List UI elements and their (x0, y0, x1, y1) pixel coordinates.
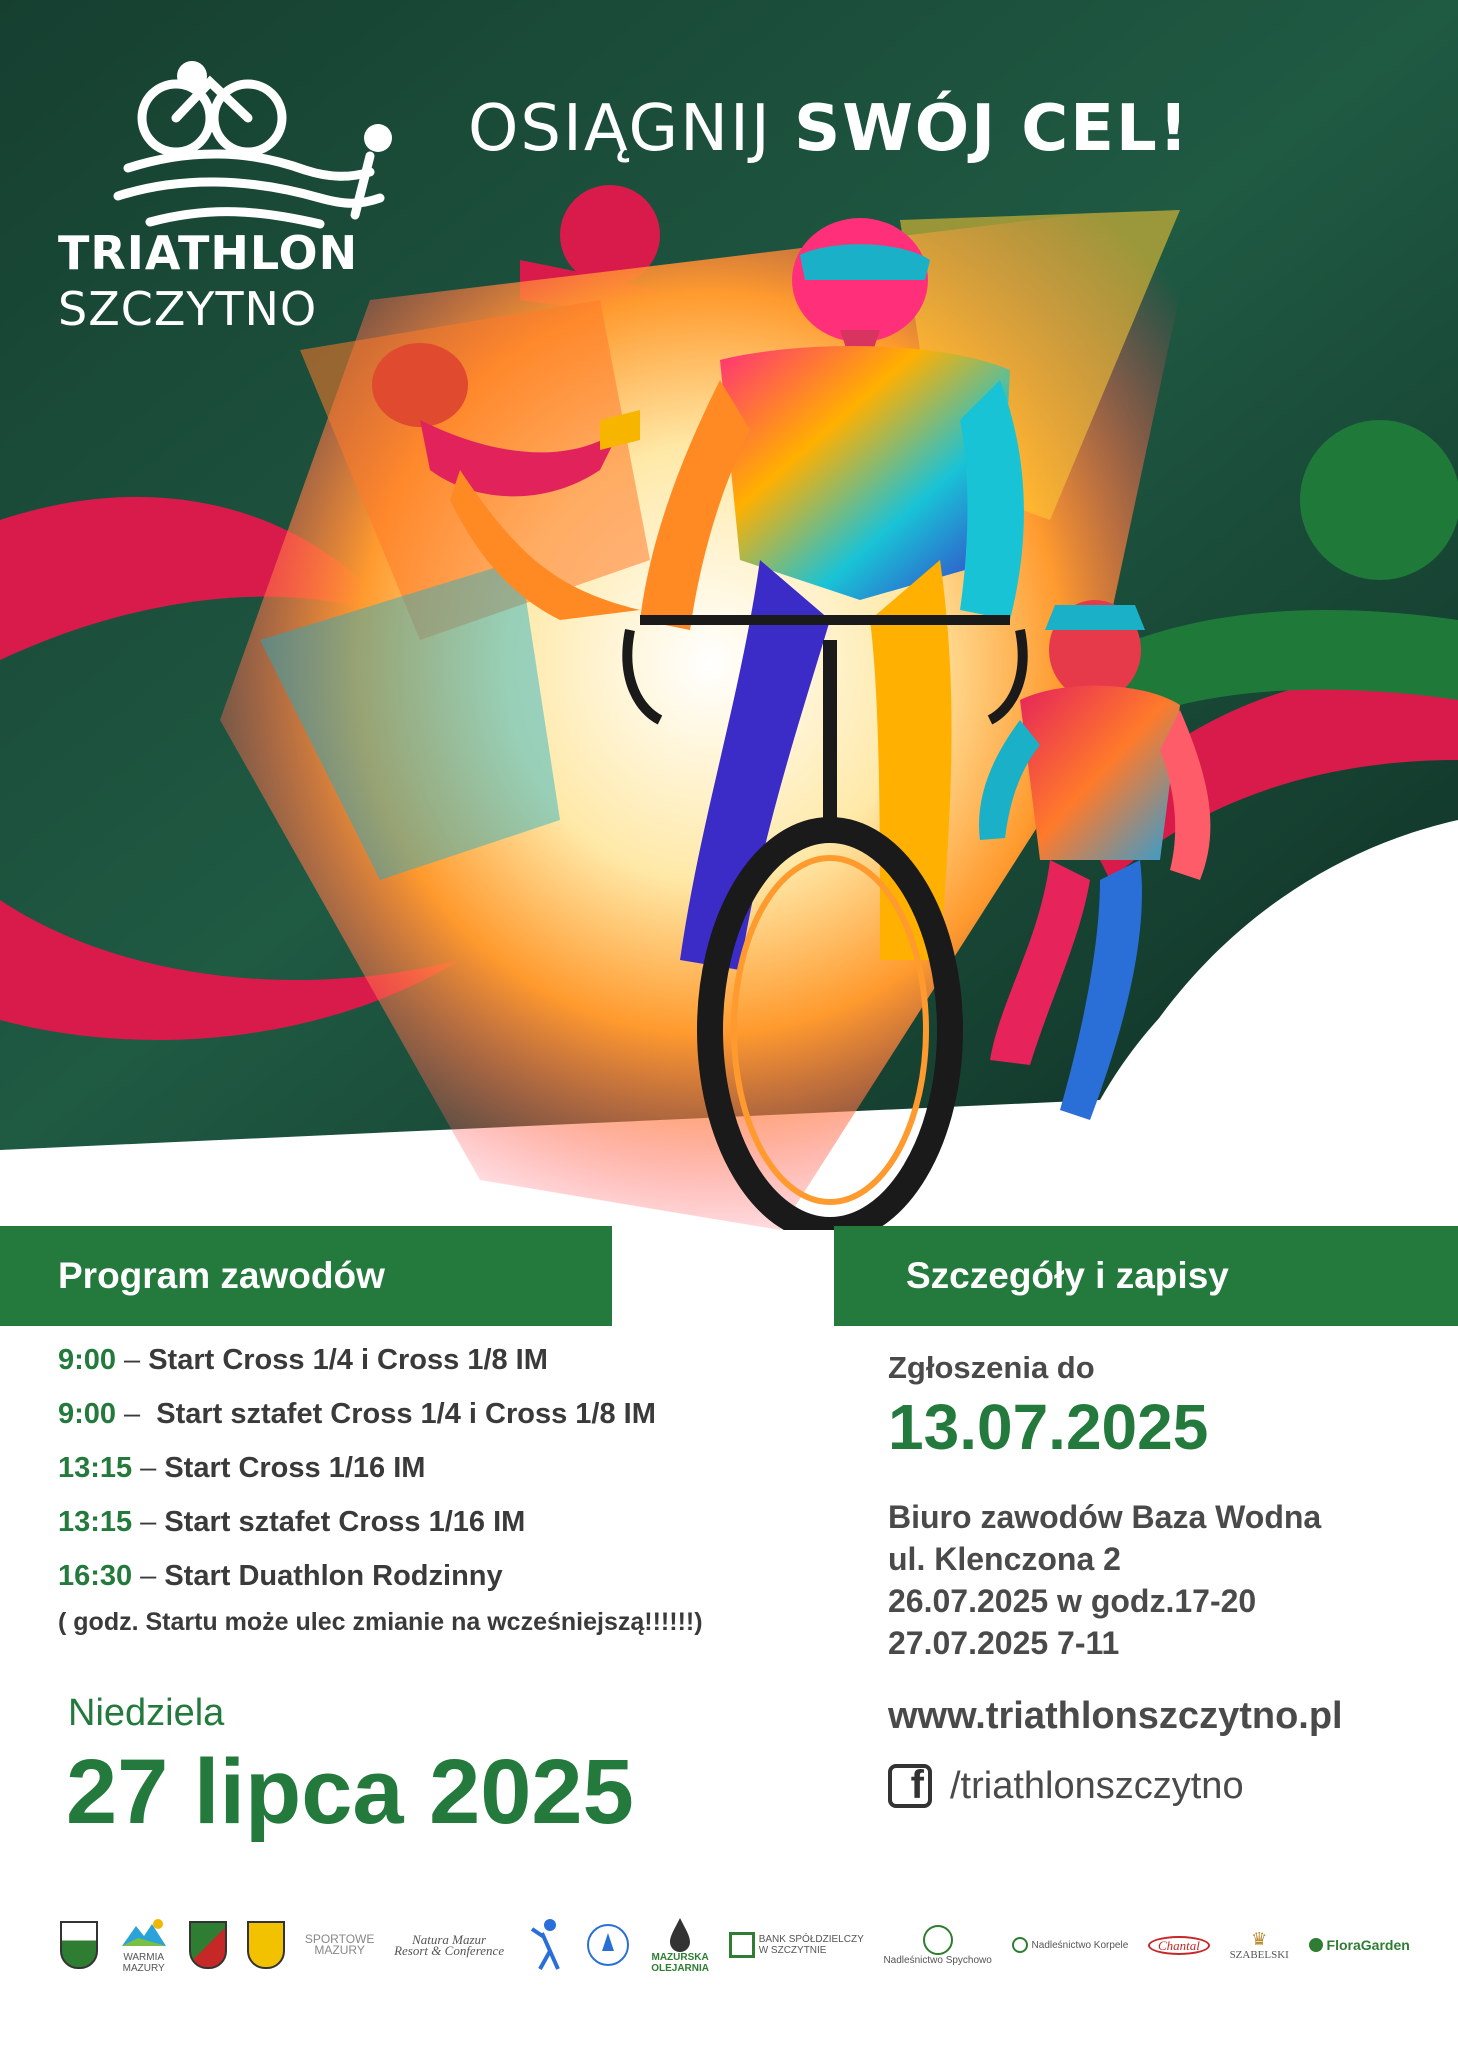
website-link[interactable]: www.triathlonszczytno.pl (888, 1695, 1343, 1737)
sponsor-label: Natura Mazur Resort & Conference (394, 1932, 505, 1958)
crest-icon (189, 1921, 227, 1969)
sponsor-logo (1309, 1905, 1410, 1985)
program-time: 13:15 (58, 1506, 133, 1538)
program-text: Start Cross 1/4 i Cross 1/8 IM (148, 1344, 548, 1376)
sponsor-logo (883, 1905, 991, 1985)
facebook-handle: /triathlonszczytno (950, 1764, 1244, 1807)
sponsor-logo (118, 1905, 170, 1985)
program-text: Start Duathlon Rodzinny (164, 1560, 503, 1592)
sponsor-logo (394, 1905, 504, 1985)
program-item (58, 1344, 838, 1398)
program-text: Start sztafet Cross 1/16 IM (164, 1506, 526, 1538)
sponsor-logo (305, 1905, 375, 1985)
program-time: 13:15 (58, 1452, 133, 1484)
program-time: 9:00 (58, 1398, 117, 1430)
sponsor-logo (1012, 1905, 1129, 1985)
deadline-label: Zgłoszenia do (888, 1350, 1095, 1385)
sponsor-label: Nadleśnictwo Spychowo (883, 1954, 992, 1966)
office-line: 26.07.2025 w godz.17-20 (888, 1583, 1257, 1619)
sponsor-logo (247, 1905, 285, 1985)
crest-icon (60, 1921, 98, 1969)
sponsor-label: FloraGarden (1326, 1936, 1410, 1953)
sponsor-label: BANK SPÓŁDZIELCZY W SZCZYTNIE (758, 1934, 864, 1956)
program-dash: – (124, 1398, 141, 1430)
office-line: 27.07.2025 7-11 (888, 1625, 1120, 1661)
program-dash: – (140, 1506, 157, 1538)
sponsor-label: MAZURSKA OLEJARNIA (651, 1952, 709, 1974)
program-note: ( godz. Startu może ulec zmianie na wcześniejszą!!!!!!) (58, 1608, 703, 1636)
oil-drop-icon (668, 1916, 692, 1952)
green-circle (1300, 420, 1458, 580)
program-dash: – (124, 1344, 141, 1376)
crest-icon (247, 1921, 285, 1969)
program-dash: – (140, 1452, 157, 1484)
sports-center-icon (584, 1921, 632, 1969)
facebook-link[interactable] (888, 1764, 1244, 1808)
event-date: 27 lipca 2025 (66, 1741, 634, 1843)
office-line: Biuro zawodów Baza Wodna (888, 1499, 1322, 1535)
leaf-icon (1309, 1938, 1323, 1952)
sponsor-label: SPORTOWE MAZURY (304, 1932, 375, 1957)
program-text: Start Cross 1/16 IM (164, 1452, 426, 1484)
program-heading-band (0, 1226, 612, 1326)
sponsor-logo (729, 1905, 864, 1985)
program-item (58, 1560, 838, 1614)
details-heading-band (834, 1226, 1458, 1326)
facebook-icon: f (888, 1764, 932, 1808)
deadline-date: 13.07.2025 (888, 1391, 1209, 1463)
sponsor-label: Nadleśnictwo Korpele (1031, 1939, 1129, 1951)
forestry-icon (923, 1925, 953, 1955)
program-item (58, 1506, 838, 1560)
program-item (58, 1398, 838, 1452)
sponsor-logo (524, 1905, 564, 1985)
sponsor-logo (60, 1905, 98, 1985)
office-line: ul. Klenczona 2 (888, 1541, 1121, 1577)
sponsor-logo (1230, 1905, 1289, 1985)
forestry-icon (1012, 1937, 1028, 1953)
program-time: 16:30 (58, 1560, 133, 1592)
details-heading: Szczegóły i zapisy (906, 1255, 1229, 1296)
sponsor-logo (651, 1905, 709, 1985)
sponsor-logo (584, 1905, 632, 1985)
logo-title: TRIATHLON (58, 226, 359, 280)
sponsor-logo (189, 1905, 227, 1985)
sponsor-label: SZABELSKI (1229, 1949, 1289, 1961)
sponsor-label: Chantal (1148, 1936, 1210, 1955)
sponsor-logos (60, 1900, 1410, 1990)
details-panel (888, 1350, 1448, 1664)
program-time: 9:00 (58, 1344, 117, 1376)
headline (468, 92, 1190, 166)
program-dash: – (140, 1560, 157, 1592)
volleyball-player-icon (524, 1917, 564, 1973)
program-item (58, 1452, 838, 1506)
program-list (58, 1344, 838, 1637)
warmia-mazury-icon (118, 1916, 170, 1952)
sponsor-label: WARMIA MAZURY (122, 1952, 165, 1974)
program-heading: Program zawodów (58, 1255, 385, 1296)
bank-icon (729, 1932, 755, 1958)
race-office-info (888, 1496, 1448, 1664)
program-text: Start sztafet Cross 1/4 i Cross 1/8 IM (148, 1398, 656, 1430)
event-day-name: Niedziela (68, 1692, 225, 1734)
headline-bold: SWÓJ CEL! (794, 92, 1190, 166)
sponsor-logo (1148, 1905, 1210, 1985)
headline-light: OSIĄGNIJ (468, 92, 795, 166)
logo-subtitle: SZCZYTNO (58, 282, 318, 336)
crown-icon: ♛ (1251, 1929, 1268, 1950)
